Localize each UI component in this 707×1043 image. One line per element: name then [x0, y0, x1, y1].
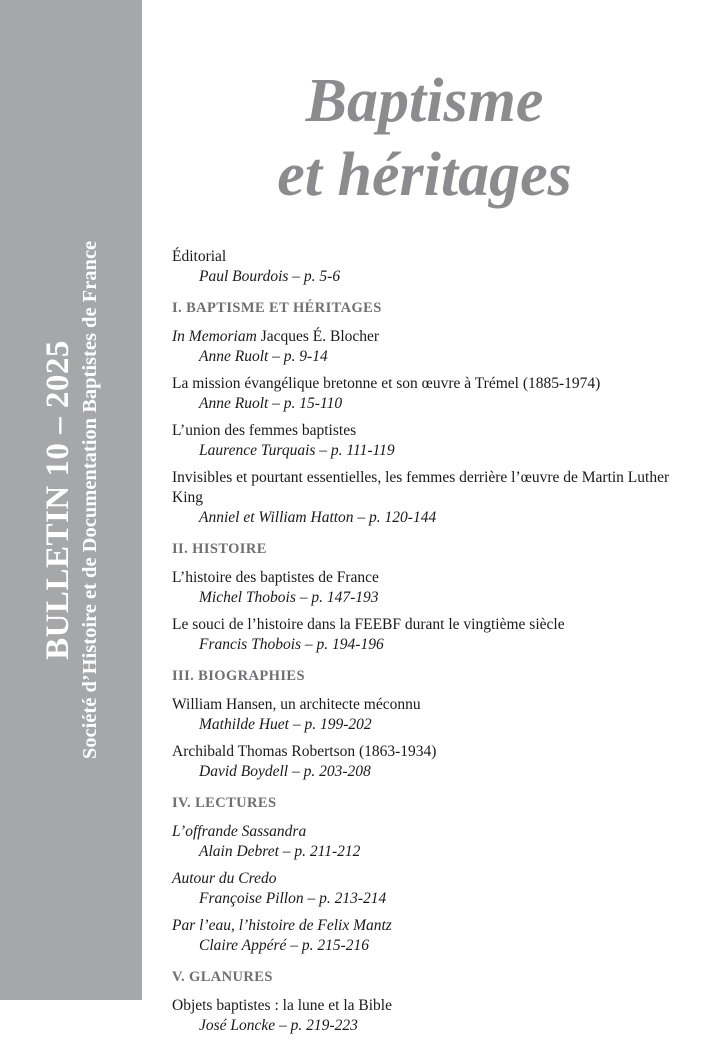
spine-subtitle: Société d’Histoire et de Documentation Baptistes de France	[79, 240, 101, 760]
entry-title-text: Invisibles et pourtant essentielles, les femmes derrière l’œuvre de Martin Luther King	[172, 469, 670, 506]
toc-entry	[172, 822, 692, 862]
toc-entry	[172, 742, 692, 782]
entry-title	[172, 421, 692, 441]
entry-title-text: Archibald Thomas Robertson (1863-1934)	[172, 743, 437, 760]
entry-author: Françoise Pillon – p. 213-214	[199, 890, 387, 907]
toc-entry	[172, 695, 692, 735]
section-heading: IV. LECTURES	[172, 795, 277, 811]
entry-title	[172, 374, 692, 394]
table-of-contents	[172, 247, 692, 1043]
entry-author: Laurence Turquais – p. 111-119	[199, 442, 395, 459]
toc-sections	[172, 298, 692, 1036]
entry-author: Michel Thobois – p. 147-193	[199, 589, 379, 606]
entry-title-text: La mission évangélique bretonne et son œuvre à Trémel (1885-1974)	[172, 375, 601, 392]
entry-title	[172, 742, 692, 762]
entry-title	[172, 468, 692, 508]
entry-title-text: Le souci de l’histoire dans la FEEBF durant le vingtième siècle	[172, 616, 565, 633]
toc-entry	[172, 916, 692, 956]
entry-author: Claire Appéré – p. 215-216	[199, 937, 370, 954]
entry-title-italic: In Memoriam	[172, 328, 257, 345]
section-heading: II. HISTOIRE	[172, 541, 267, 557]
toc-entry	[172, 615, 692, 655]
entry-title	[172, 869, 692, 889]
cover-title-line-1: Baptisme	[305, 67, 544, 135]
spine-text	[39, 150, 103, 850]
entry-author: Mathilde Huet – p. 199-202	[199, 716, 372, 733]
toc-entry	[172, 468, 692, 528]
entry-author: Anne Ruolt – p. 15-110	[199, 395, 343, 412]
entry-title-italic: Par l’eau, l’histoire de Felix Mantz	[172, 917, 392, 934]
editorial-author: Paul Bourdois – p. 5-6	[199, 268, 341, 285]
entry-title-text: Objets baptistes : la lune et la Bible	[172, 997, 392, 1014]
entry-title	[172, 996, 692, 1016]
section-heading: I. BAPTISME ET HÉRITAGES	[172, 300, 382, 316]
entry-title	[172, 695, 692, 715]
entry-title	[172, 615, 692, 635]
entry-title-italic: L’offrande Sassandra	[172, 823, 307, 840]
cover-title-line-2: et héritages	[277, 141, 572, 209]
spine-title: BULLETIN 10 – 2025	[40, 340, 76, 660]
entry-title	[172, 327, 692, 347]
entry-author: José Loncke – p. 219-223	[199, 1017, 358, 1034]
toc-entry	[172, 996, 692, 1036]
entry-title	[172, 916, 692, 936]
toc-entry	[172, 421, 692, 461]
entry-author: Francis Thobois – p. 194-196	[199, 636, 384, 653]
entry-author: Alain Debret – p. 211-212	[199, 843, 361, 860]
section-heading: III. BIOGRAPHIES	[172, 668, 305, 684]
entry-title-text: Jacques É. Blocher	[256, 328, 380, 345]
toc-entry	[172, 568, 692, 608]
editorial-entry	[172, 247, 692, 287]
editorial-title: Éditorial	[172, 248, 227, 265]
spine-band	[0, 0, 142, 1000]
entry-author: Anne Ruolt – p. 9-14	[199, 348, 328, 365]
toc-entry	[172, 869, 692, 909]
entry-title-text: L’union des femmes baptistes	[172, 422, 357, 439]
toc-entry	[172, 327, 692, 367]
entry-title	[172, 822, 692, 842]
entry-author: David Boydell – p. 203-208	[199, 763, 371, 780]
entry-title	[172, 568, 692, 588]
section-heading: V. GLANURES	[172, 969, 273, 985]
toc-entry	[172, 374, 692, 414]
entry-title-text: L’histoire des baptistes de France	[172, 569, 379, 586]
entry-title-italic: Autour du Credo	[172, 870, 277, 887]
entry-author: Anniel et William Hatton – p. 120-144	[199, 509, 437, 526]
cover-title	[142, 64, 707, 212]
entry-title-text: William Hansen, un architecte méconnu	[172, 696, 421, 713]
